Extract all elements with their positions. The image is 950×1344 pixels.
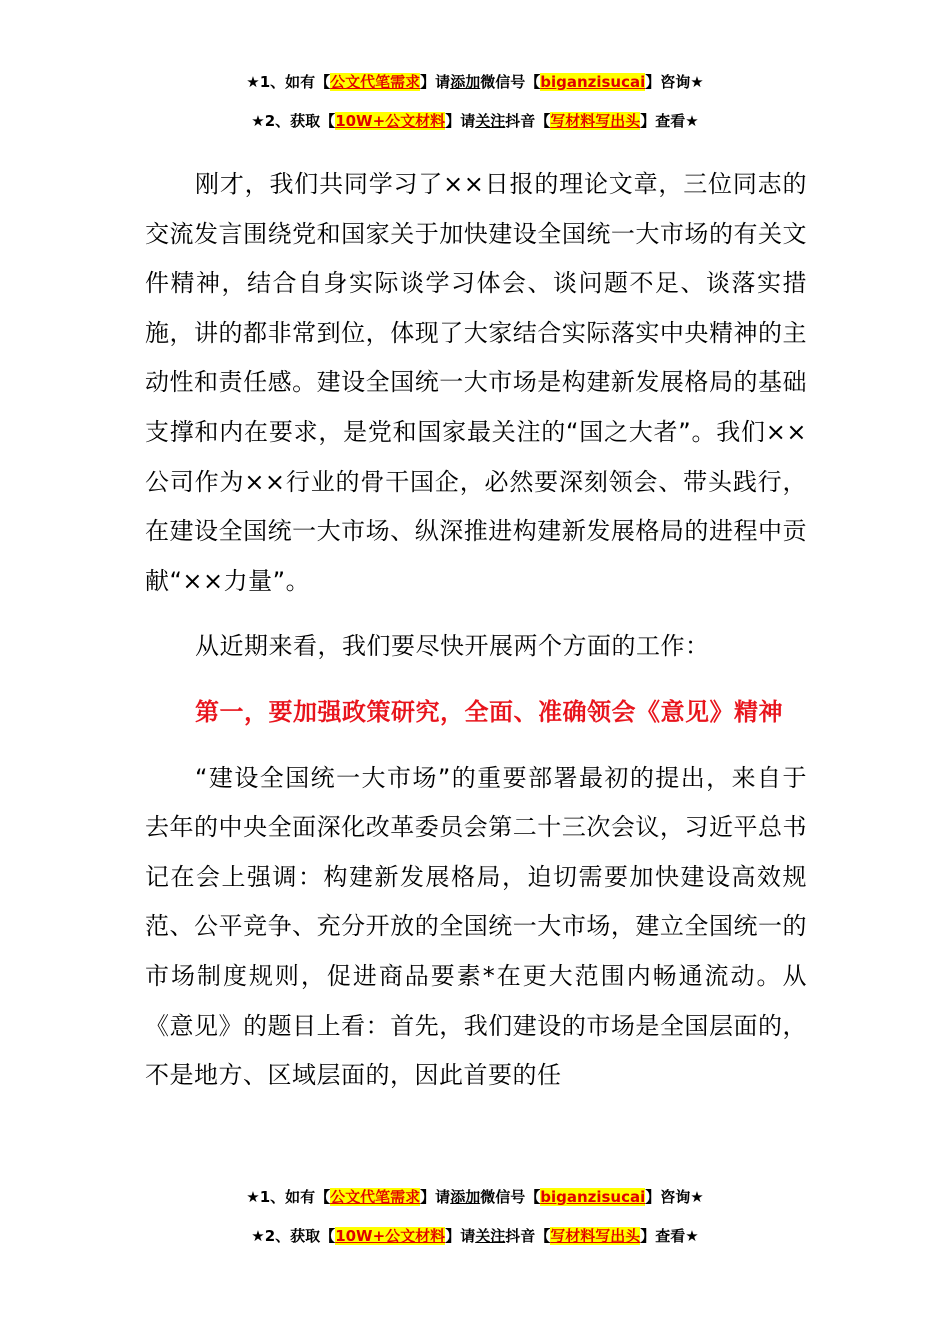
footer-ad-2-mid-2: 抖音【: [505, 1227, 551, 1245]
paragraph-near-term: 从近期来看，我们要尽快开展两个方面的工作：: [195, 632, 710, 661]
footer-ad-line-2: [0, 1224, 950, 1249]
footer-ad-line-1: [0, 1185, 950, 1210]
header-ad-1-mid-2: 微信号【: [480, 73, 541, 91]
footer-ad-2-mid-1: 】请: [445, 1227, 476, 1245]
header-ad-1-suffix: 】咨询★: [645, 73, 704, 91]
footer-ad-block: [0, 1185, 950, 1249]
header-ad-2-prefix: ★2、获取【: [251, 112, 336, 130]
header-ad-2-mid-1: 】请: [445, 112, 476, 130]
footer-ad-2-suffix: 】查看★: [640, 1227, 699, 1245]
footer-ad-2-highlight-1: 10W+公文材料: [335, 1227, 446, 1245]
footer-ad-2-underline: 关注: [475, 1227, 506, 1245]
header-ad-2-mid-2: 抖音【: [505, 112, 551, 130]
document-body: [145, 160, 807, 1101]
footer-ad-1-highlight-2: biganzisucai: [540, 1188, 646, 1206]
footer-ad-1-mid-1: 】请: [420, 1188, 451, 1206]
paragraph-background: “建设全国统一大市场”的重要部署最初的提出，来自于去年的中央全面深化改革委员会第二十三次会议，习近平总书记在会上强调：构建新发展格局，迫切需要加快建设高效规范、公平竞争、充分开放的全国统一大市场，建立全国统一的市场制度规则，促进商品要素*在更大范围内畅通流动。从《意见》的题目上看：首先，我们建设的市场是全国层面的，不是地方、区域层面的，因此首要的任: [145, 763, 807, 1090]
header-ad-1-highlight-1: 公文代笔需求: [330, 73, 421, 91]
header-ad-1-underline: 添加: [450, 73, 481, 91]
header-ad-2-highlight-2: 写材料写出头: [550, 112, 641, 130]
footer-ad-1-underline: 添加: [450, 1188, 481, 1206]
header-ad-block: [0, 70, 950, 134]
header-ad-2-underline: 关注: [475, 112, 506, 130]
header-ad-line-2: [0, 109, 950, 134]
header-ad-1-mid-1: 】请: [420, 73, 451, 91]
footer-ad-1-mid-2: 微信号【: [480, 1188, 541, 1206]
footer-ad-1-prefix: ★1、如有【: [246, 1188, 331, 1206]
footer-ad-1-highlight-1: 公文代笔需求: [330, 1188, 421, 1206]
footer-ad-2-prefix: ★2、获取【: [251, 1227, 336, 1245]
header-ad-2-highlight-1: 10W+公文材料: [335, 112, 446, 130]
section-heading-1: 第一，要加强政策研究，全面、准确领会《意见》精神: [195, 697, 783, 726]
paragraph-intro: 刚才，我们共同学习了××日报的理论文章，三位同志的交流发言围绕党和国家关于加快建设全国统一大市场的有关文件精神，结合自身实际谈学习体会、谈问题不足、谈落实措施，讲的都非常到位，体现了大家结合实际落实中央精神的主动性和责任感。建设全国统一大市场是构建新发展格局的基础支撑和内在要求，是党和国家最关注的“国之大者”。我们××公司作为××行业的骨干国企，必然要深刻领会、带头践行，在建设全国统一大市场、纵深推进构建新发展格局的进程中贡献“××力量”。: [145, 170, 807, 595]
header-ad-2-suffix: 】查看★: [640, 112, 699, 130]
header-ad-1-prefix: ★1、如有【: [246, 73, 331, 91]
header-ad-line-1: [0, 70, 950, 95]
footer-ad-2-highlight-2: 写材料写出头: [550, 1227, 641, 1245]
footer-ad-1-suffix: 】咨询★: [645, 1188, 704, 1206]
header-ad-1-highlight-2: biganzisucai: [540, 73, 646, 91]
